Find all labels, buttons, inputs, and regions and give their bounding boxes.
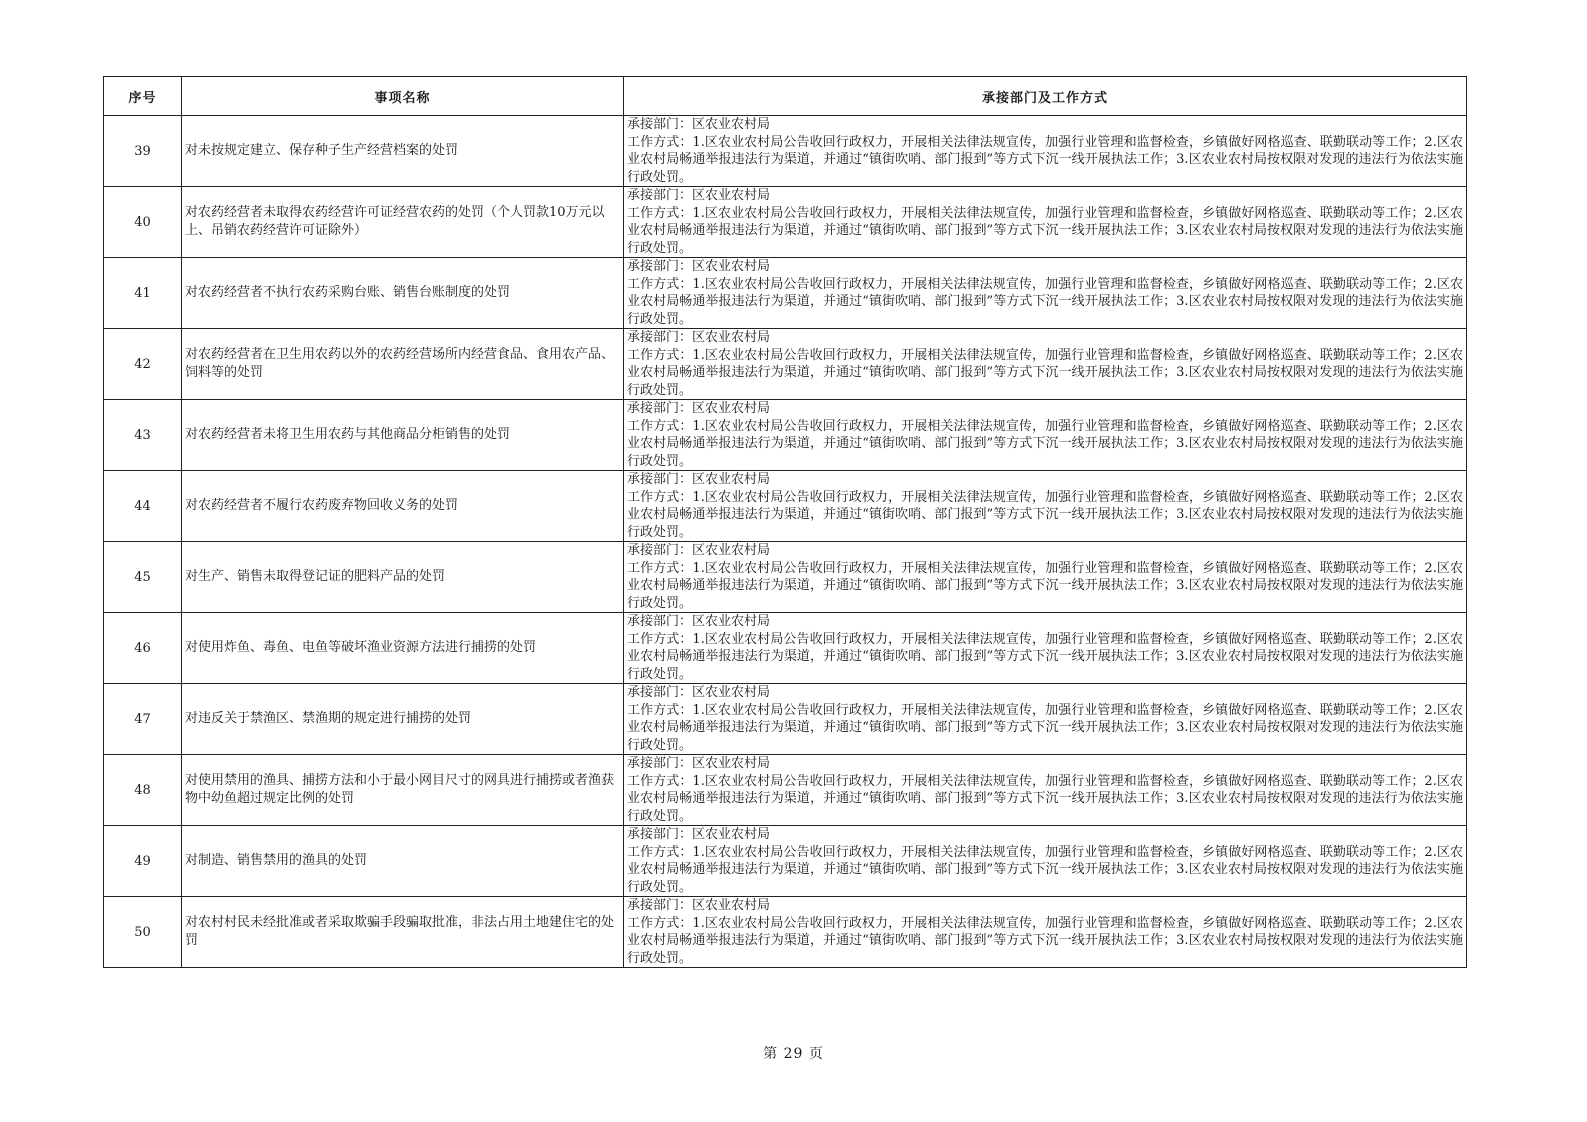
dept-line: 承接部门：区农业农村局 [627, 685, 771, 700]
table-row [104, 542, 1467, 613]
work-method-text: 工作方式：1.区农业农村局公告收回行政权力，开展相关法律法规宣传，加强行业管理和监督检查，乡镇做好网格巡查、联勤联动等工作；2.区农业农村局畅通举报违法行为渠道，并通过“镇街吹哨、部门报到”等方式下沉一线开展执法工作；3.区农业农村局按权限对发现的违法行为依法实施行政处罚。 [627, 631, 1463, 682]
row-item-name: 对农药经营者未将卫生用农药与其他商品分柜销售的处罚 [182, 400, 624, 471]
row-item-name: 对农药经营者不履行农药废弃物回收义务的处罚 [182, 471, 624, 542]
work-method-text: 工作方式：1.区农业农村局公告收回行政权力，开展相关法律法规宣传，加强行业管理和监督检查，乡镇做好网格巡查、联勤联动等工作；2.区农业农村局畅通举报违法行为渠道，并通过“镇街吹哨、部门报到”等方式下沉一线开展执法工作；3.区农业农村局按权限对发现的违法行为依法实施行政处罚。 [627, 489, 1463, 540]
row-dept-method [624, 116, 1467, 187]
dept-line: 承接部门：区农业农村局 [627, 614, 771, 629]
row-item-name: 对使用炸鱼、毒鱼、电鱼等破坏渔业资源方法进行捕捞的处罚 [182, 613, 624, 684]
row-item-name: 对违反关于禁渔区、禁渔期的规定进行捕捞的处罚 [182, 684, 624, 755]
row-seq: 44 [104, 471, 182, 542]
row-dept-method [624, 258, 1467, 329]
header-item-name: 事项名称 [182, 77, 624, 116]
row-dept-method [624, 329, 1467, 400]
table-row [104, 471, 1467, 542]
row-dept-method [624, 542, 1467, 613]
row-seq: 50 [104, 897, 182, 968]
dept-line: 承接部门：区农业农村局 [627, 330, 771, 345]
row-item-name: 对农药经营者不执行农药采购台账、销售台账制度的处罚 [182, 258, 624, 329]
document-table-wrapper [103, 76, 1466, 968]
dept-line: 承接部门：区农业农村局 [627, 117, 771, 132]
work-method-text: 工作方式：1.区农业农村局公告收回行政权力，开展相关法律法规宣传，加强行业管理和监督检查，乡镇做好网格巡查、联勤联动等工作；2.区农业农村局畅通举报违法行为渠道，并通过“镇街吹哨、部门报到”等方式下沉一线开展执法工作；3.区农业农村局按权限对发现的违法行为依法实施行政处罚。 [627, 418, 1463, 469]
header-row [104, 77, 1467, 116]
row-dept-method [624, 400, 1467, 471]
row-dept-method [624, 755, 1467, 826]
table-row [104, 613, 1467, 684]
table-row [104, 116, 1467, 187]
work-method-text: 工作方式：1.区农业农村局公告收回行政权力，开展相关法律法规宣传，加强行业管理和监督检查，乡镇做好网格巡查、联勤联动等工作；2.区农业农村局畅通举报违法行为渠道，并通过“镇街吹哨、部门报到”等方式下沉一线开展执法工作；3.区农业农村局按权限对发现的违法行为依法实施行政处罚。 [627, 702, 1463, 753]
work-method-text: 工作方式：1.区农业农村局公告收回行政权力，开展相关法律法规宣传，加强行业管理和监督检查，乡镇做好网格巡查、联勤联动等工作；2.区农业农村局畅通举报违法行为渠道，并通过“镇街吹哨、部门报到”等方式下沉一线开展执法工作；3.区农业农村局按权限对发现的违法行为依法实施行政处罚。 [627, 844, 1463, 895]
dept-line: 承接部门：区农业农村局 [627, 756, 771, 771]
row-item-name: 对农药经营者在卫生用农药以外的农药经营场所内经营食品、食用农产品、饲料等的处罚 [182, 329, 624, 400]
table-row [104, 258, 1467, 329]
row-seq: 42 [104, 329, 182, 400]
header-dept-method: 承接部门及工作方式 [624, 77, 1467, 116]
table-row [104, 755, 1467, 826]
table-row [104, 897, 1467, 968]
row-dept-method [624, 684, 1467, 755]
row-seq: 39 [104, 116, 182, 187]
row-item-name: 对未按规定建立、保存种子生产经营档案的处罚 [182, 116, 624, 187]
work-method-text: 工作方式：1.区农业农村局公告收回行政权力，开展相关法律法规宣传，加强行业管理和监督检查，乡镇做好网格巡查、联勤联动等工作；2.区农业农村局畅通举报违法行为渠道，并通过“镇街吹哨、部门报到”等方式下沉一线开展执法工作；3.区农业农村局按权限对发现的违法行为依法实施行政处罚。 [627, 915, 1463, 966]
table-row [104, 826, 1467, 897]
table-header [104, 77, 1467, 116]
dept-line: 承接部门：区农业农村局 [627, 827, 771, 842]
dept-line: 承接部门：区农业农村局 [627, 898, 771, 913]
page-number: 第 29 页 [763, 1046, 824, 1062]
work-method-text: 工作方式：1.区农业农村局公告收回行政权力，开展相关法律法规宣传，加强行业管理和监督检查，乡镇做好网格巡查、联勤联动等工作；2.区农业农村局畅通举报违法行为渠道，并通过“镇街吹哨、部门报到”等方式下沉一线开展执法工作；3.区农业农村局按权限对发现的违法行为依法实施行政处罚。 [627, 134, 1463, 185]
row-seq: 43 [104, 400, 182, 471]
dept-line: 承接部门：区农业农村局 [627, 543, 771, 558]
row-dept-method [624, 187, 1467, 258]
table-body [104, 116, 1467, 968]
row-seq: 47 [104, 684, 182, 755]
row-dept-method [624, 471, 1467, 542]
row-seq: 40 [104, 187, 182, 258]
row-item-name: 对使用禁用的渔具、捕捞方法和小于最小网目尺寸的网具进行捕捞或者渔获物中幼鱼超过规定比例的处罚 [182, 755, 624, 826]
row-seq: 41 [104, 258, 182, 329]
dept-line: 承接部门：区农业农村局 [627, 472, 771, 487]
row-seq: 48 [104, 755, 182, 826]
row-seq: 46 [104, 613, 182, 684]
row-seq: 49 [104, 826, 182, 897]
table-row [104, 329, 1467, 400]
row-item-name: 对生产、销售未取得登记证的肥料产品的处罚 [182, 542, 624, 613]
dept-line: 承接部门：区农业农村局 [627, 259, 771, 274]
dept-line: 承接部门：区农业农村局 [627, 188, 771, 203]
row-seq: 45 [104, 542, 182, 613]
table-row [104, 187, 1467, 258]
row-dept-method [624, 897, 1467, 968]
row-item-name: 对农村村民未经批准或者采取欺骗手段骗取批准，非法占用土地建住宅的处罚 [182, 897, 624, 968]
row-item-name: 对农药经营者未取得农药经营许可证经营农药的处罚（个人罚款10万元以上、吊销农药经营许可证除外） [182, 187, 624, 258]
table-row [104, 684, 1467, 755]
dept-line: 承接部门：区农业农村局 [627, 401, 771, 416]
items-table [103, 76, 1467, 968]
header-seq: 序号 [104, 77, 182, 116]
work-method-text: 工作方式：1.区农业农村局公告收回行政权力，开展相关法律法规宣传，加强行业管理和监督检查，乡镇做好网格巡查、联勤联动等工作；2.区农业农村局畅通举报违法行为渠道，并通过“镇街吹哨、部门报到”等方式下沉一线开展执法工作；3.区农业农村局按权限对发现的违法行为依法实施行政处罚。 [627, 205, 1463, 256]
work-method-text: 工作方式：1.区农业农村局公告收回行政权力，开展相关法律法规宣传，加强行业管理和监督检查，乡镇做好网格巡查、联勤联动等工作；2.区农业农村局畅通举报违法行为渠道，并通过“镇街吹哨、部门报到”等方式下沉一线开展执法工作；3.区农业农村局按权限对发现的违法行为依法实施行政处罚。 [627, 347, 1463, 398]
work-method-text: 工作方式：1.区农业农村局公告收回行政权力，开展相关法律法规宣传，加强行业管理和监督检查，乡镇做好网格巡查、联勤联动等工作；2.区农业农村局畅通举报违法行为渠道，并通过“镇街吹哨、部门报到”等方式下沉一线开展执法工作；3.区农业农村局按权限对发现的违法行为依法实施行政处罚。 [627, 773, 1463, 824]
table-row [104, 400, 1467, 471]
row-dept-method [624, 826, 1467, 897]
work-method-text: 工作方式：1.区农业农村局公告收回行政权力，开展相关法律法规宣传，加强行业管理和监督检查，乡镇做好网格巡查、联勤联动等工作；2.区农业农村局畅通举报违法行为渠道，并通过“镇街吹哨、部门报到”等方式下沉一线开展执法工作；3.区农业农村局按权限对发现的违法行为依法实施行政处罚。 [627, 560, 1463, 611]
row-item-name: 对制造、销售禁用的渔具的处罚 [182, 826, 624, 897]
row-dept-method [624, 613, 1467, 684]
work-method-text: 工作方式：1.区农业农村局公告收回行政权力，开展相关法律法规宣传，加强行业管理和监督检查，乡镇做好网格巡查、联勤联动等工作；2.区农业农村局畅通举报违法行为渠道，并通过“镇街吹哨、部门报到”等方式下沉一线开展执法工作；3.区农业农村局按权限对发现的违法行为依法实施行政处罚。 [627, 276, 1463, 327]
